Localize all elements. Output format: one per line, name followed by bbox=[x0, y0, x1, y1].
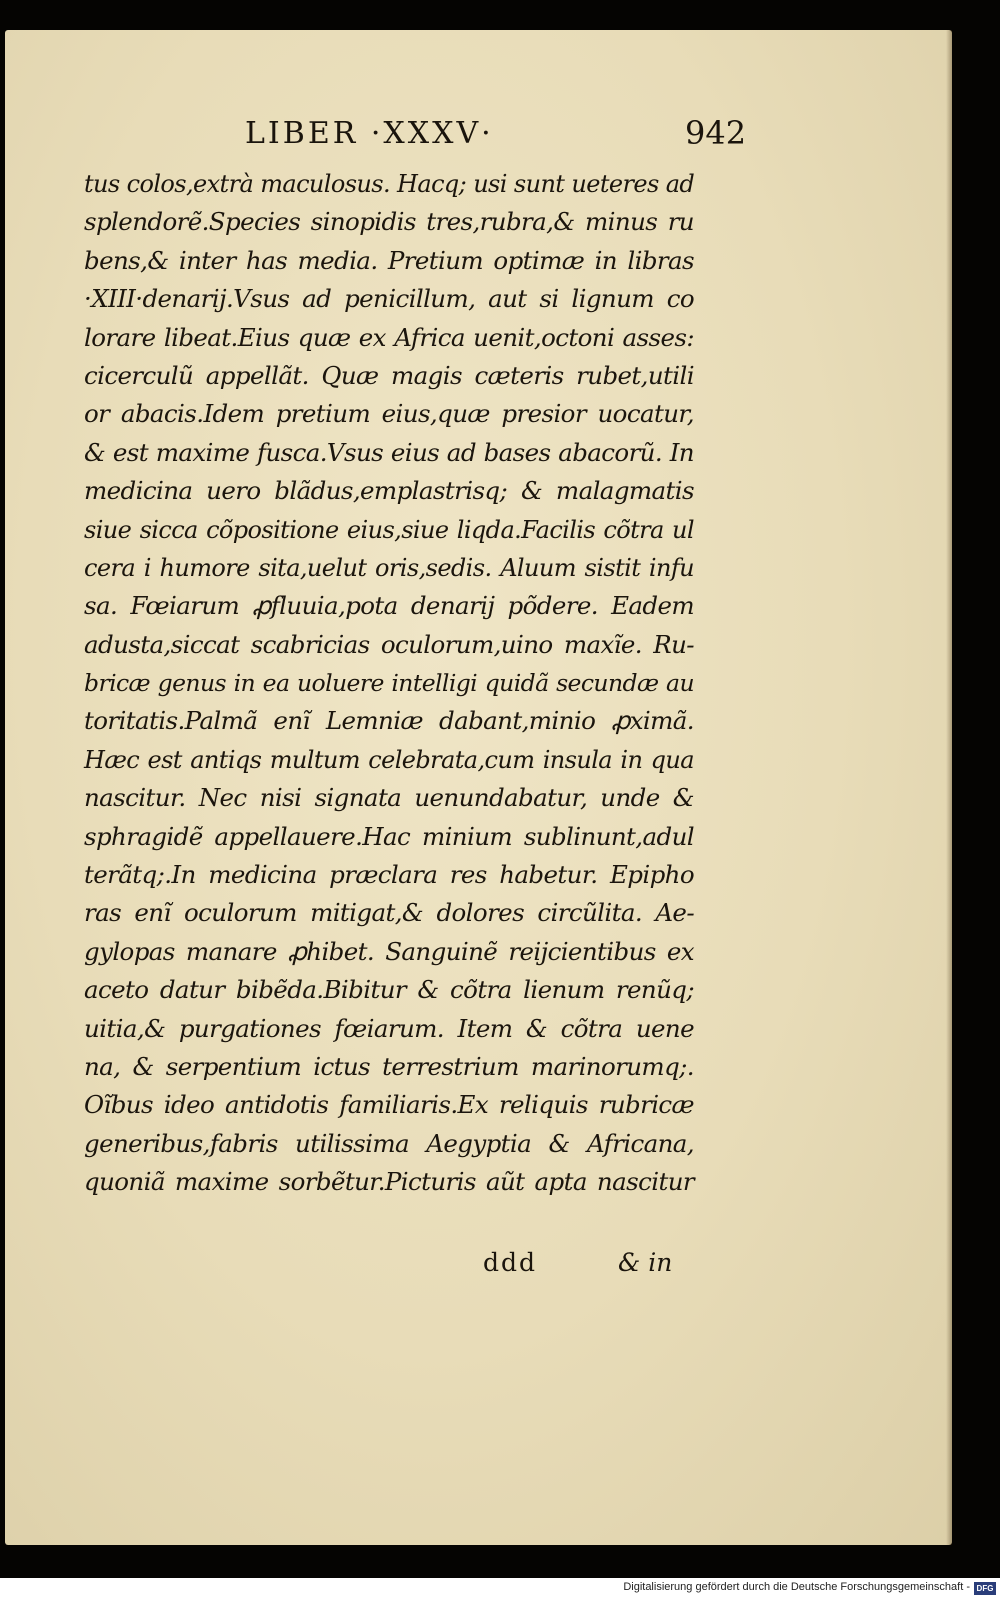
text-line: Hæc est antiqs multum celebrata,cum insula in qua bbox=[84, 745, 694, 774]
signature-mark: ddd bbox=[483, 1248, 538, 1277]
text-line: splendorẽ.Species sinopidis tres,rubra,& minus ru bbox=[84, 207, 694, 237]
text-line: medicina uero blãdus,emplastrisq; & malagmatis bbox=[84, 476, 694, 506]
text-line: quoniã maxime sorbẽtur.Picturis aũt apta nascitur bbox=[84, 1167, 694, 1197]
text-line: aceto datur bibẽda.Bibitur & cõtra lienum renũq; bbox=[84, 975, 694, 1005]
text-line: bens,& inter has media. Pretium optimæ in libras bbox=[84, 245, 694, 275]
text-line: toritatis.Palmã enĩ Lemniæ dabant,minio ꝓximã. bbox=[84, 706, 694, 736]
footer-credit: Digitalisierung gefördert durch die Deutsche Forschungsgemeinschaft - bbox=[623, 1581, 970, 1593]
page-header bbox=[0, 116, 1000, 156]
text-line: gylopas manare ꝓhibet. Sanguinẽ reijcientibus ex bbox=[84, 936, 694, 966]
text-line: bricæ genus in ea uoluere intelligi quidã secundæ au bbox=[84, 669, 694, 698]
text-line: lorare libeat.Eius quæ ex Africa uenit,octoni asses: bbox=[84, 322, 694, 352]
text-line: nascitur. Nec nisi signata uenundabatur, unde & bbox=[84, 783, 694, 813]
text-line: terãtq;.In medicina præclara res habetur. Epipho bbox=[84, 860, 694, 890]
text-line: uitia,& purgationes fœiarum. Item & cõtra uene bbox=[84, 1013, 694, 1043]
text-line: cicerculũ appellãt. Quæ magis cæteris rubet,utili bbox=[84, 360, 694, 390]
text-line: cera i humore sita,uelut oris,sedis. Aluum sistit infu bbox=[84, 553, 694, 582]
text-line: & est maxime fusca.Vsus eius ad bases abacorũ. In bbox=[84, 437, 694, 467]
footer-bar bbox=[0, 1578, 1000, 1600]
text-line: siue sicca cõpositione eius,siue liqda.Facilis cõtra ul bbox=[84, 515, 694, 544]
text-line: sphragidẽ appellauere.Hac minium sublinunt,adul bbox=[84, 821, 694, 851]
text-line: na, & serpentium ictus terrestrium marinorumq;. bbox=[84, 1051, 694, 1081]
text-line: tus colos,extrà maculosus. Hacq; usi sunt ueteres ad bbox=[84, 170, 695, 198]
text-line: Oĩbus ideo antidotis familiaris.Ex reliquis rubricæ bbox=[84, 1090, 694, 1120]
text-line: sa. Fœiarum ꝓfluuia,pota denarij põdere. Eadem bbox=[84, 591, 694, 621]
text-line: or abacis.Idem pretium eius,quæ presior uocatur, bbox=[84, 399, 694, 429]
text-line: adusta,siccat scabricias oculorum,uino maxĩe. Ru- bbox=[84, 629, 694, 659]
text-line: ras enĩ oculorum mitigat,& dolores circũlita. Ae- bbox=[84, 898, 694, 928]
running-head: LIBER ·XXXV· bbox=[245, 116, 494, 151]
catchword-row bbox=[0, 1248, 1000, 1284]
body-text bbox=[84, 165, 694, 1202]
text-line: generibus,fabris utilissima Aegyptia & Africana, bbox=[84, 1128, 694, 1158]
folio-number: 942 bbox=[685, 114, 747, 152]
dfg-logo-icon: DFG bbox=[974, 1582, 996, 1595]
catchword: & in bbox=[618, 1248, 673, 1277]
text-line: ·XIII·denarij.Vsus ad penicillum, aut si lignum co bbox=[84, 284, 694, 314]
